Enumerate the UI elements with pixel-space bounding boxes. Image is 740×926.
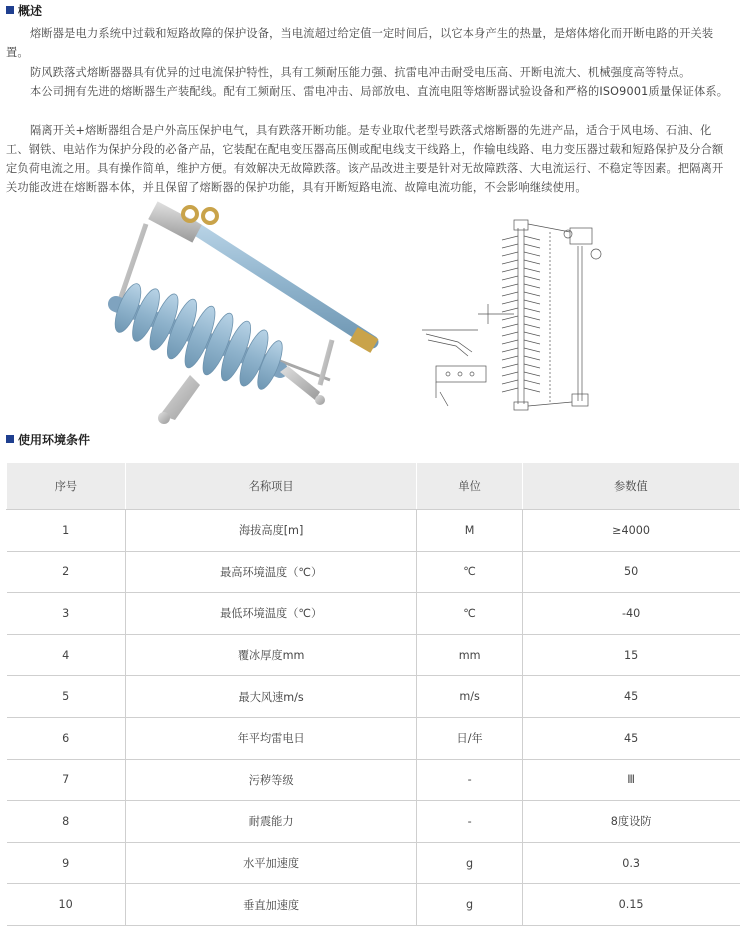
cell-no: 1 <box>7 510 126 552</box>
table-row <box>7 842 740 884</box>
column-header-no: 序号 <box>7 463 126 510</box>
cell-value: 50 <box>522 551 739 593</box>
cell-unit: 日/年 <box>417 717 522 759</box>
environment-heading <box>6 431 90 447</box>
cell-no: 10 <box>7 884 126 926</box>
column-header-item: 名称项目 <box>125 463 417 510</box>
cell-item: 最大风速m/s <box>125 676 417 718</box>
table-row <box>7 551 740 593</box>
environment-heading-text: 使用环境条件 <box>18 432 91 447</box>
overview-paragraph-3: 本公司拥有先进的熔断器生产装配线。配有工频耐压、雷电冲击、局部放电、直流电阻等熔断器试验设备和严格的ISO9001质量保证体系。 <box>30 85 729 98</box>
cell-no: 8 <box>7 801 126 843</box>
overview-heading <box>6 2 42 18</box>
cell-value: ≥4000 <box>522 510 739 552</box>
table-header-row <box>7 463 740 510</box>
cell-no: 3 <box>7 593 126 635</box>
cell-no: 9 <box>7 842 126 884</box>
cell-value: 0.3 <box>522 842 739 884</box>
cell-no: 2 <box>7 551 126 593</box>
overview-heading-text: 概述 <box>18 3 43 18</box>
cell-item: 水平加速度 <box>125 842 417 884</box>
table-row <box>7 593 740 635</box>
cell-item: 污秽等级 <box>125 759 417 801</box>
cell-item: 最低环境温度（℃） <box>125 593 417 635</box>
column-header-unit: 单位 <box>417 463 522 510</box>
cell-value: 8度设防 <box>522 801 739 843</box>
cell-item: 最高环境温度（℃） <box>125 551 417 593</box>
cell-value: 0.15 <box>522 884 739 926</box>
overview-paragraph-1: 熔断器是电力系统中过载和短路故障的保护设备，当电流超过给定值一定时间后，以它本身产生的热量，是熔体熔化而开断电路的开关装置。 <box>6 27 714 59</box>
cell-item: 耐震能力 <box>125 801 417 843</box>
cell-value: 45 <box>522 676 739 718</box>
cell-unit: - <box>417 759 522 801</box>
cell-value: 15 <box>522 634 739 676</box>
table-row <box>7 634 740 676</box>
cell-unit: ℃ <box>417 593 522 635</box>
section-bullet-icon <box>6 435 14 443</box>
cell-unit: mm <box>417 634 522 676</box>
cell-item: 覆冰厚度mm <box>125 634 417 676</box>
environment-table <box>6 462 740 926</box>
cell-unit: m/s <box>417 676 522 718</box>
cell-unit: g <box>417 842 522 884</box>
fuse-product-image <box>80 200 400 428</box>
table-row <box>7 676 740 718</box>
cell-value: 45 <box>522 717 739 759</box>
table-row <box>7 759 740 801</box>
overview-paragraph-4: 隔离开关+熔断器组合是户外高压保护电气，具有跌落开断功能。是专业取代老型号跌落式熔断器的先进产品，适合于风电场、石油、化工、钢铁、电站作为保护分段的必备产品，它装配在配电变压器高压侧或配电线支干线路上，作输电线路、电力变压器过载和短路保护及分合额定负荷电流之用。具有操作简单，维护方便。有效解决无故障跌落。该产品改进主要是针对无故障跌落、大电流运行、不稳定等因素。把隔离开关功能改进在熔断器本体，并且保留了熔断器的保护功能，具有开断短路电流、故障电流功能，不会影响继续使用。 <box>6 124 724 194</box>
section-bullet-icon <box>6 6 14 14</box>
cell-item: 垂直加速度 <box>125 884 417 926</box>
table-row <box>7 884 740 926</box>
table-row <box>7 717 740 759</box>
cell-unit: M <box>417 510 522 552</box>
table-row <box>7 801 740 843</box>
fuse-technical-drawing <box>418 206 618 418</box>
overview-paragraph-2: 防风跌落式熔断器器具有优异的过电流保护特性，具有工频耐压能力强、抗雷电冲击耐受电压高、开断电流大、机械强度高等特点。 <box>30 66 691 79</box>
cell-item: 海拔高度[m] <box>125 510 417 552</box>
cell-unit: ℃ <box>417 551 522 593</box>
cell-no: 6 <box>7 717 126 759</box>
cell-no: 5 <box>7 676 126 718</box>
table-row <box>7 510 740 552</box>
cell-item: 年平均雷电日 <box>125 717 417 759</box>
column-header-value: 参数值 <box>522 463 739 510</box>
cell-value: Ⅲ <box>522 759 739 801</box>
cell-unit: - <box>417 801 522 843</box>
cell-no: 4 <box>7 634 126 676</box>
cell-unit: g <box>417 884 522 926</box>
cell-no: 7 <box>7 759 126 801</box>
cell-value: -40 <box>522 593 739 635</box>
